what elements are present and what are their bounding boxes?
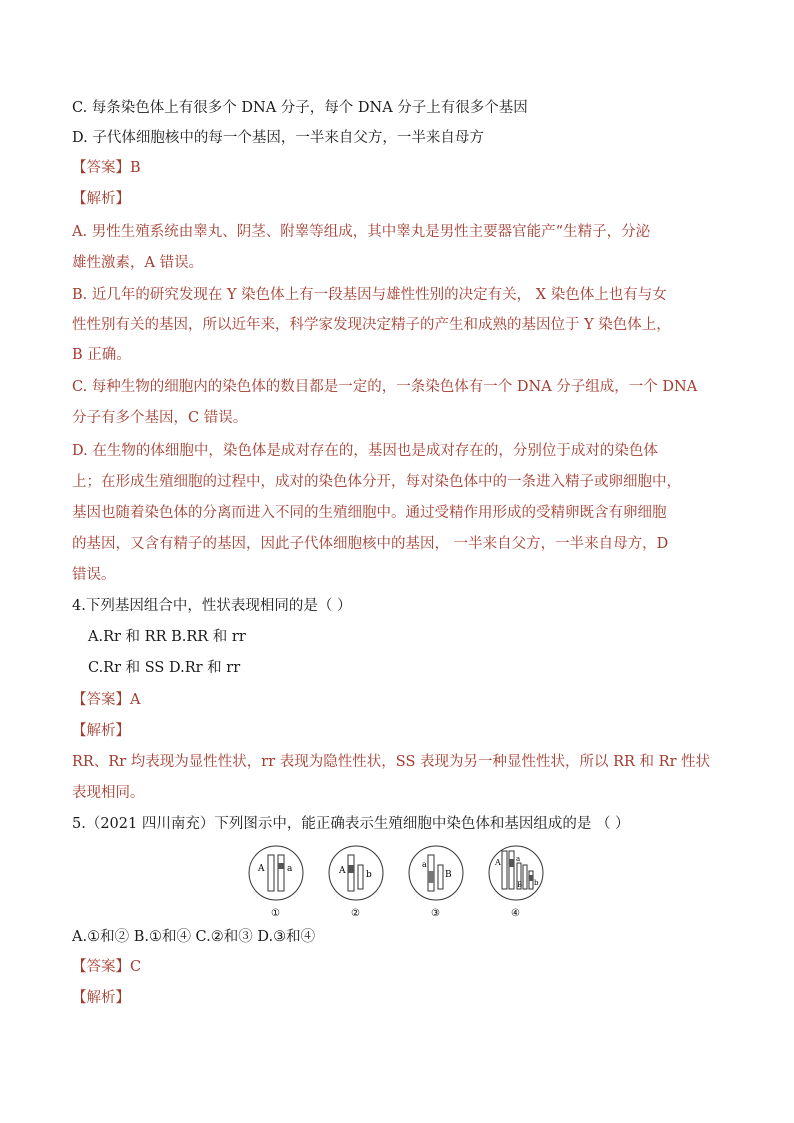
analysis-text: A. 男性生殖系统由睾丸、阴茎、附睾等组成，其中睾丸是男性主要器官能产“生精子，分泌 — [72, 224, 651, 240]
gene-label: B — [445, 870, 452, 880]
analysis-text: 错误。 — [72, 567, 116, 583]
gene-label: a — [516, 855, 521, 863]
analysis-text: RR、Rr 均表现为显性性状，rr 表现为隐性性状，SS 表现为另一种显性性状，所以 RR 和 Rr 性状 — [72, 754, 711, 770]
cell-2 — [329, 846, 383, 919]
analysis-text: D. 在生物的体细胞中，染色体是成对存在的，基因也是成对存在的，分别位于成对的染色体 — [72, 443, 658, 459]
gene-label: a — [287, 864, 293, 874]
analysis-text: 基因也随着染色体的分离而进入不同的生殖细胞中。通过受精作用形成的受精卵既含有卵细胞 — [72, 505, 667, 521]
analysis-label: 【解析】 — [72, 191, 130, 207]
question-4: 4.下列基因组合中，性状表现相同的是（ ） — [72, 598, 352, 614]
option-d: D. 子代体细胞核中的每一个基因，一半来自父方，一半来自母方 — [72, 130, 484, 146]
gene-label: a — [422, 860, 427, 869]
analysis-text: 性性别有关的基因，所以近年来，科学家发现决定精子的产生和成熟的基因位于 Y 染色体上， — [72, 317, 671, 333]
analysis-text: 上；在形成生殖细胞的过程中，成对的染色体分开，每对染色体中的一条进入精子或卵细胞中， — [72, 474, 681, 490]
analysis-label: 【解析】 — [72, 723, 130, 739]
cell-4 — [489, 846, 543, 919]
analysis-text: B 正确。 — [72, 347, 131, 363]
cell-number: ③ — [431, 908, 440, 919]
question-5: 5.（2021 四川南充）下列图示中，能正确表示生殖细胞中染色体和基因组成的是 （ ） — [72, 816, 630, 832]
gene-label: b — [534, 879, 539, 887]
cell-number: ④ — [511, 908, 520, 919]
answer-label: 【答案】C — [72, 959, 142, 975]
analysis-text: 分子有多个基因，C 错误。 — [72, 410, 248, 426]
analysis-text: B. 近几年的研究发现在 Y 染色体上有一段基因与雄性性别的决定有关， X 染色体上也有与女 — [72, 287, 667, 303]
gene-label: B — [517, 881, 523, 889]
gene-label: b — [366, 870, 372, 880]
analysis-label: 【解析】 — [72, 990, 130, 1006]
cell-1 — [249, 846, 303, 919]
option-c: C. 每条染色体上有很多个 DNA 分子，每个 DNA 分子上有很多个基因 — [72, 100, 528, 116]
analysis-text: C. 每种生物的细胞内的染色体的数目都是一定的，一条染色体有一个 DNA 分子组成，一个 DNA — [72, 379, 698, 395]
answer-label: 【答案】B — [72, 160, 141, 176]
cell-3 — [409, 846, 463, 919]
question-4-options: C.Rr 和 SS D.Rr 和 rr — [88, 660, 241, 676]
cell-number: ② — [351, 908, 360, 919]
question-5-options: A.①和② B.①和④ C.②和③ D.③和④ — [72, 929, 316, 945]
question-4-options: A.Rr 和 RR B.RR 和 rr — [88, 629, 246, 645]
analysis-text: 表现相同。 — [72, 785, 145, 801]
analysis-text: 的基因，又含有精子的基因，因此子代体细胞核中的基因， 一半来自父方，一半来自母方，D — [72, 536, 669, 552]
analysis-text: 雄性激素，A 错误。 — [72, 255, 204, 271]
gene-label: A — [258, 864, 265, 874]
gene-label: A — [339, 866, 346, 876]
cell-diagram — [246, 843, 558, 919]
gene-label: A — [495, 858, 501, 867]
answer-label: 【答案】A — [72, 692, 141, 708]
cell-number: ① — [271, 908, 280, 919]
